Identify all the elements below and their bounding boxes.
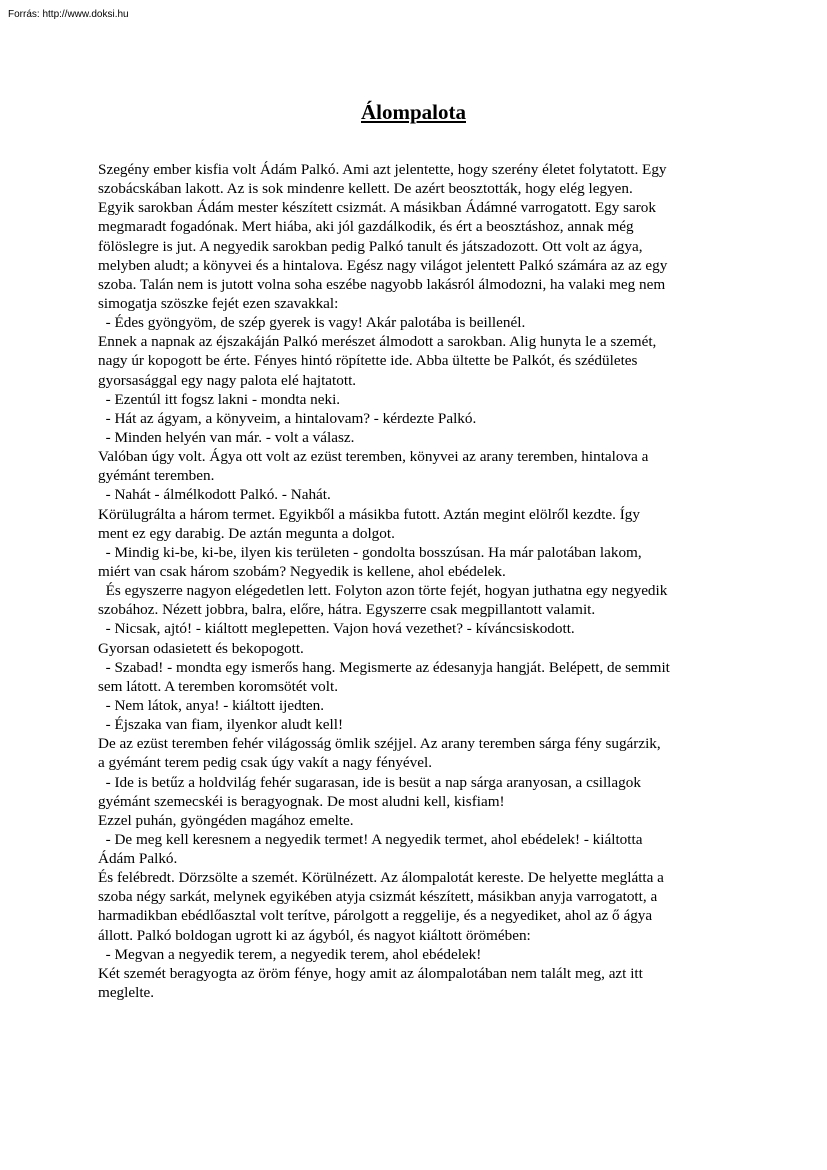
text-line: - Hát az ágyam, a könyveim, a hintalovam? - kérdezte Palkó. — [98, 409, 477, 427]
text-line: szoba. Talán nem is jutott volna soha eszébe nagyobb lakásról álmodozni, ha valaki meg nem — [98, 275, 666, 293]
text-line: szobácskában lakott. Az is sok mindenre kellett. De azért beosztották, hogy elég legyen. — [98, 180, 633, 198]
text-line: megmaradt fogadónak. Mert hiába, aki jól gazdálkodik, és ért a beosztáshoz, annak még — [98, 218, 634, 236]
text-line: Szegény ember kisfia volt Ádám Palkó. Ami azt jelentette, hogy szerény életet folytatott. Egy — [98, 161, 667, 178]
text-line: Gyorsan odasietett és bekopogott. — [98, 639, 304, 657]
text-line: gyémánt szemecskéi is beragyognak. De most aludni kell, kisfiam! — [98, 792, 505, 810]
text-line: gyorsasággal egy nagy palota elé hajtatott. — [98, 371, 357, 389]
document-title: Álompalota — [361, 100, 466, 124]
text-line: szobához. Nézett jobbra, balra, előre, hátra. Egyszerre csak megpillantott valamit. — [98, 601, 596, 619]
text-line: Ádám Palkó. — [98, 850, 178, 868]
text-line: Egyik sarokban Ádám mester készített csizmát. A másikban Ádámné varrogatott. Egy sarok — [98, 199, 656, 217]
text-line: Ezzel puhán, gyöngéden magához emelte. — [98, 811, 354, 829]
text-line: - Ide is betűz a holdvilág fehér sugarasan, ide is besüt a nap sárga aranyosan, a csillagok — [98, 773, 641, 791]
text-line: És egyszerre nagyon elégedetlen lett. Folyton azon törte fejét, hogyan juthatna egy negyedik — [98, 582, 668, 600]
text-line: szoba négy sarkát, melynek egyikében atyja csizmát készített, másikban anyja varrogatott, a — [98, 888, 658, 906]
text-line: - Megvan a negyedik terem, a negyedik terem, ahol ebédelek! — [98, 945, 482, 963]
text-line: miért van csak három szobám? Negyedik is kellene, ahol ebédelek. — [98, 562, 506, 580]
text-line: melyben aludt; a könyvei és a hintalova. Egész nagy világot jelentett Palkó számára az az egy — [98, 256, 668, 274]
text-line: Ennek a napnak az éjszakáján Palkó merészet álmodott a sarokban. Alig hunyta le a szemét, — [98, 333, 657, 351]
text-line: És felébredt. Dörzsölte a szemét. Körülnézett. Az álompalotát kereste. De helyette meglátta a — [98, 869, 664, 887]
text-line: ment ez egy darabig. De aztán megunta a dolgot. — [98, 524, 395, 542]
text-line: - Nem látok, anya! - kiáltott ijedten. — [98, 696, 325, 714]
text-line: fölöslegre is jut. A negyedik sarokban pedig Palkó tanult és játszadozott. Ott volt az ágya, — [98, 237, 643, 255]
source-header: Forrás: http://www.doksi.hu — [8, 9, 129, 20]
text-line: gyémánt teremben. — [98, 467, 215, 485]
text-line: állott. Palkó boldogan ugrott ki az ágyból, és nagyot kiáltott örömében: — [98, 926, 531, 944]
text-line: - Minden helyén van már. - volt a válasz. — [98, 428, 355, 446]
text-line: - Ezentúl itt fogsz lakni - mondta neki. — [98, 390, 341, 408]
text-line: - Szabad! - mondta egy ismerős hang. Megismerte az édesanyja hangját. Belépett, de semmit — [98, 658, 670, 676]
text-line: - De meg kell keresnem a negyedik termet! A negyedik termet, ahol ebédelek! - kiáltotta — [98, 830, 643, 848]
text-line: De az ezüst teremben fehér világosság ömlik széjjel. Az arany teremben sárga fény sugárzik, — [98, 735, 661, 753]
text-line: harmadikban ebédlőasztal volt terítve, párolgott a reggelije, és a negyediket, ahol az ő ágya — [98, 907, 653, 925]
text-line: nagy úr kopogott be érte. Fényes hintó röpítette ide. Abba ültette be Palkót, és szédületes — [98, 352, 638, 370]
text-line: Valóban úgy volt. Ágya ott volt az ezüst teremben, könyvei az arany teremben, hintalova a — [98, 448, 649, 466]
story-body — [98, 160, 738, 1002]
text-line: - Nicsak, ajtó! - kiáltott meglepetten. Vajon hová vezethet? - kíváncsiskodott. — [98, 620, 575, 638]
text-line: - Mindig ki-be, ki-be, ilyen kis területen - gondolta bosszúsan. Ha már palotában lakom, — [98, 543, 642, 561]
text-line: - Édes gyöngyöm, de szép gyerek is vagy! Akár palotába is beillenél. — [98, 314, 526, 332]
text-line: Körülugrálta a három termet. Egyikből a másikba futott. Aztán megint elölről kezdte. Így — [98, 505, 640, 523]
text-line: Két szemét beragyogta az öröm fénye, hogy amit az álompalotában nem talált meg, azt itt — [98, 964, 643, 982]
text-line: meglelte. — [98, 984, 155, 1002]
text-line: simogatja szöszke fejét ezen szavakkal: — [98, 294, 339, 312]
text-line: - Éjszaka van fiam, ilyenkor aludt kell! — [98, 716, 344, 734]
text-line: a gyémánt terem pedig csak úgy vakít a nagy fényével. — [98, 754, 432, 772]
text-line: - Nahát - álmélkodott Palkó. - Nahát. — [98, 486, 331, 504]
text-line: sem látott. A teremben koromsötét volt. — [98, 677, 339, 695]
